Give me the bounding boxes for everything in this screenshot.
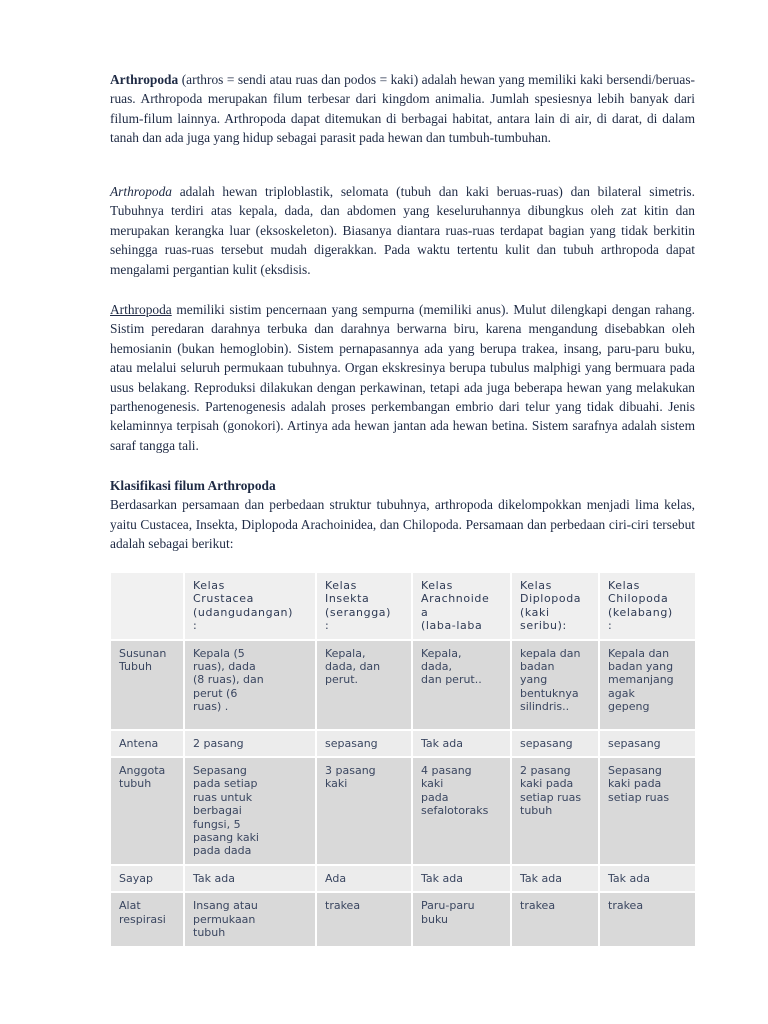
- table-cell: Paru-paru buku: [413, 893, 510, 945]
- paragraph-systems-text: memiliki sistim pencernaan yang sempurna (memiliki anus). Mulut dilengkapi dengan rahang. Sistim peredaran darahnya terbuka dan darahnya berwarna biru, karena mengandung disebabkan oleh hemosianin (bukan hemoglobin). Sistem pernapasannya ada yang berupa trakea, insang, paru-paru buku, atau melalui seluruh permukaan tubuhnya. Organ ekskresinya berupa tubulus malphigi yang bermuara pada usus belakang. Reproduksi dilakukan dengan perkawinan, tetapi ada juga beberapa hewan yang melakukan parthenogenesis. Partenogenesis adalah proses perkembangan embrio dari telur yang tidak dibuahi. Jenis kelaminnya terpisah (gonokori). Artinya ada hewan jantan ada hewan betina. Sistem sarafnya adalah sistem saraf tangga tali.: [110, 302, 695, 453]
- term-arthropoda-italic: Arthropoda: [110, 184, 172, 199]
- table-cell: Sepasang kaki pada setiap ruas: [600, 758, 695, 864]
- table-cell: sepasang: [512, 731, 598, 756]
- paragraph-anatomy: [110, 182, 695, 279]
- table-cell: 2 pasang kaki pada setiap ruas tubuh: [512, 758, 598, 864]
- table-cell: Alat respirasi: [111, 893, 183, 945]
- table-cell: Tak ada: [185, 866, 315, 891]
- table-cell: Kepala, dada, dan perut.: [317, 641, 411, 729]
- table-cell: Ada: [317, 866, 411, 891]
- table-cell: Insang atau permukaan tubuh: [185, 893, 315, 945]
- table-cell: 3 pasang kaki: [317, 758, 411, 864]
- section-heading: Klasifikasi filum Arthropoda: [110, 478, 276, 493]
- table-cell: Tak ada: [413, 866, 510, 891]
- table-cell: 4 pasang kaki pada sefalotoraks: [413, 758, 510, 864]
- table-cell: Tak ada: [600, 866, 695, 891]
- table-cell: trakea: [512, 893, 598, 945]
- paragraph-intro: [110, 70, 695, 148]
- classification-text: Berdasarkan persamaan dan perbedaan struktur tubuhnya, arthropoda dikelompokkan menjadi lima kelas, yaitu Custacea, Insekta, Diplopoda Arachoinidea, dan Chilopoda. Persamaan dan perbedaan ciri-ciri tersebut adalah sebagai berikut:: [110, 497, 695, 552]
- table-header-cell: Kelas Arachnoide a (laba-laba: [413, 573, 510, 639]
- table-row: [111, 641, 695, 729]
- table-cell: Sepasang pada setiap ruas untuk berbagai fungsi, 5 pasang kaki pada dada: [185, 758, 315, 864]
- table-row: [111, 731, 695, 756]
- table-header-row: [111, 573, 695, 639]
- table-header-cell: [111, 573, 183, 639]
- table-cell: sepasang: [600, 731, 695, 756]
- table-cell: 2 pasang: [185, 731, 315, 756]
- table-cell: sepasang: [317, 731, 411, 756]
- table-cell: kepala dan badan yang bentuknya silindris..: [512, 641, 598, 729]
- paragraph-systems: [110, 300, 695, 455]
- table-cell: Antena: [111, 731, 183, 756]
- table-cell: Kepala (5 ruas), dada (8 ruas), dan perut (6 ruas) .: [185, 641, 315, 729]
- table-cell: Anggota tubuh: [111, 758, 183, 864]
- comparison-table: [109, 571, 697, 948]
- table-cell: Tak ada: [512, 866, 598, 891]
- table-cell: Sayap: [111, 866, 183, 891]
- table-header-cell: Kelas Diplopoda (kaki seribu):: [512, 573, 598, 639]
- table-header-cell: Kelas Insekta (serangga) :: [317, 573, 411, 639]
- table-header-cell: Kelas Chilopoda (kelabang) :: [600, 573, 695, 639]
- table-cell: trakea: [600, 893, 695, 945]
- term-arthropoda: Arthropoda: [110, 72, 179, 87]
- table-cell: Tak ada: [413, 731, 510, 756]
- table-cell: trakea: [317, 893, 411, 945]
- table-cell: Kepala dan badan yang memanjang agak gepeng: [600, 641, 695, 729]
- table-cell: Kepala, dada, dan perut..: [413, 641, 510, 729]
- term-arthropoda-link[interactable]: Arthropoda: [110, 302, 172, 317]
- table-cell: Susunan Tubuh: [111, 641, 183, 729]
- table-header-cell: Kelas Crustacea (udangudangan) :: [185, 573, 315, 639]
- table-row: [111, 893, 695, 945]
- paragraph-intro-text: (arthros = sendi atau ruas dan podos = kaki) adalah hewan yang memiliki kaki bersendi/beruas-ruas. Arthropoda merupakan filum terbesar dari kingdom animalia. Jumlah spesiesnya lebih banyak dari filum-filum lainnya. Arthropoda dapat ditemukan di berbagai habitat, antara lain di air, di darat, di dalam tanah dan ada juga yang hidup sebagai parasit pada hewan dan tumbuh-tumbuhan.: [110, 72, 695, 146]
- classification-section: [110, 476, 695, 554]
- table-row: [111, 758, 695, 864]
- paragraph-anatomy-text: adalah hewan triploblastik, selomata (tubuh dan kaki beruas-ruas) dan bilateral simetris. Tubuhnya terdiri atas kepala, dada, dan abdomen yang keseluruhannya dibungkus oleh zat kitin dan merupakan kerangka luar (eksoskeleton). Biasanya diantara ruas-ruas terdapat bagian yang tidak berkitin sehingga ruas-ruas tersebut mudah digerakkan. Pada waktu tertentu kulit dan tubuh arthropoda dapat mengalami pergantian kulit (eksdisis.: [110, 184, 695, 277]
- table-row: [111, 866, 695, 891]
